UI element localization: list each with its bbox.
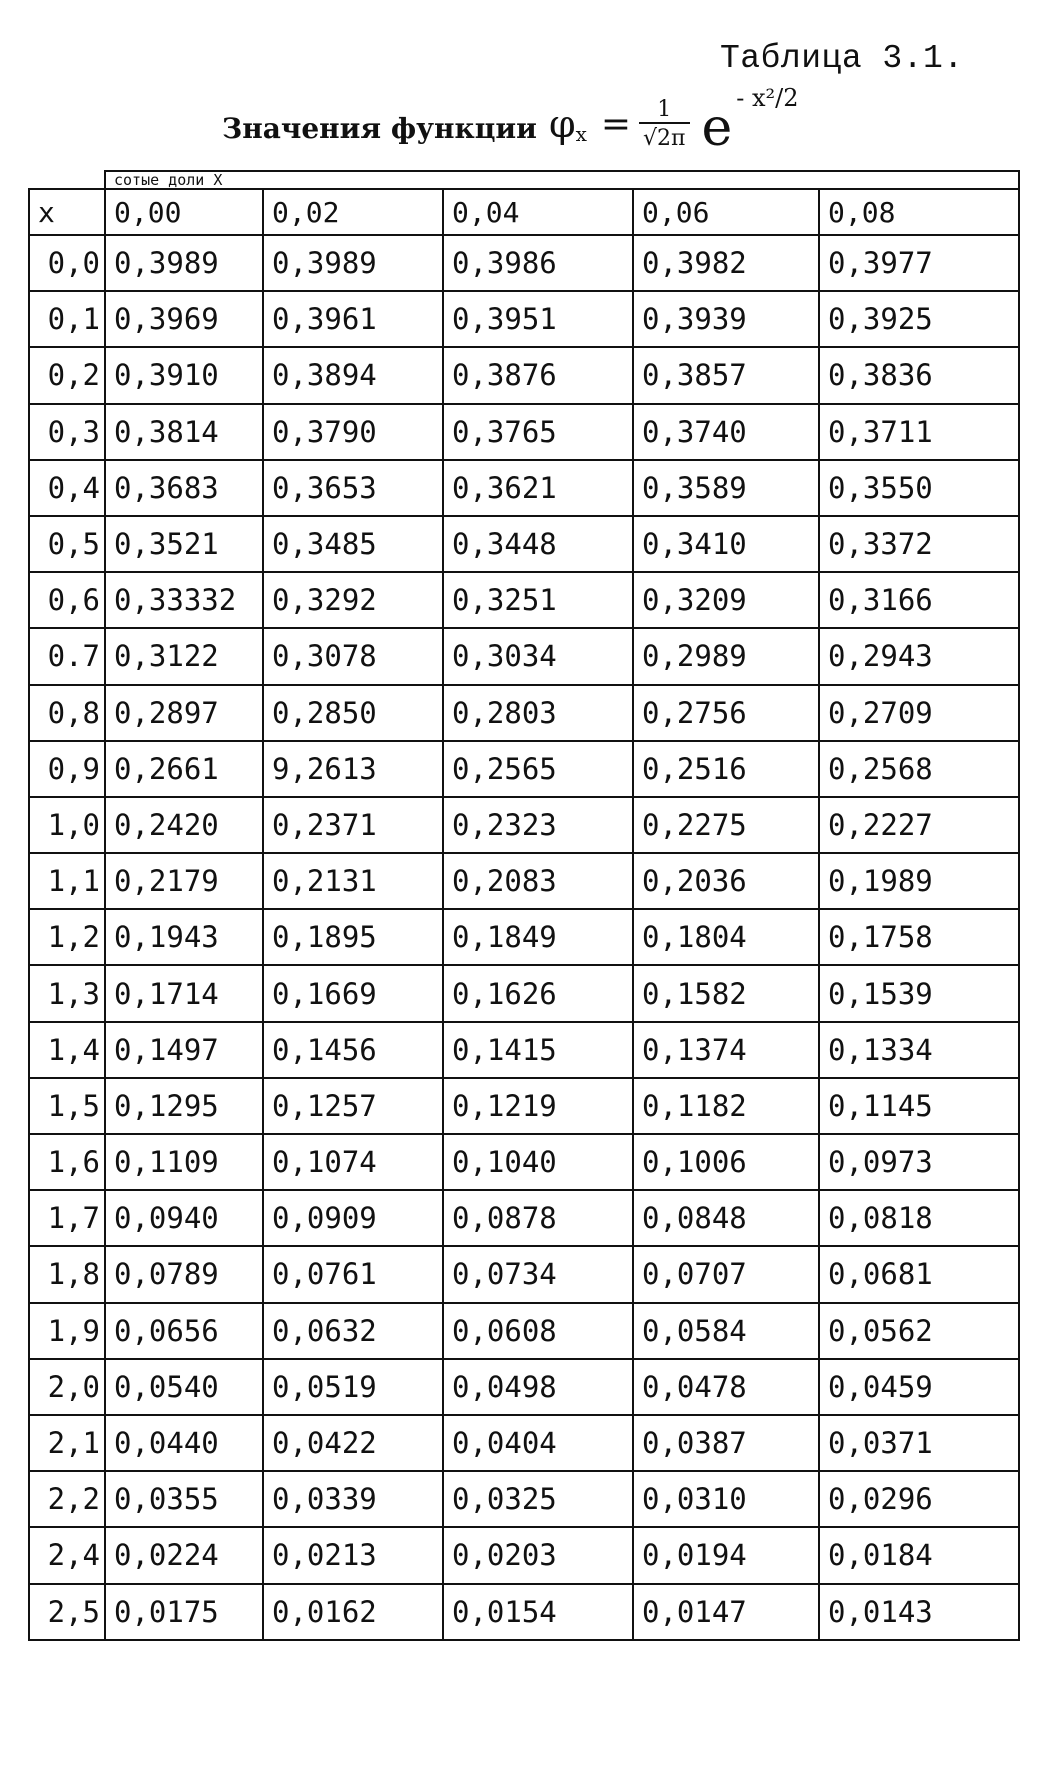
hundredths-label: сотые доли X <box>105 171 1019 189</box>
table-cell: 0,3078 <box>263 628 443 684</box>
table-row <box>29 1134 1019 1190</box>
table-cell: 0,3251 <box>443 572 633 628</box>
table-cell: 0,3292 <box>263 572 443 628</box>
table-cell: 0,1295 <box>105 1078 263 1134</box>
phi-values-table <box>28 170 1020 1641</box>
table-cell: 0,3485 <box>263 516 443 572</box>
formula-phi: φ <box>548 102 576 146</box>
row-x-value: 2,2 <box>29 1471 105 1527</box>
table-cell: 0,3989 <box>105 235 263 291</box>
table-cell: 0,1182 <box>633 1078 819 1134</box>
table-cell: 0,1334 <box>819 1022 1019 1078</box>
table-number-label: Таблица 3.1. <box>720 40 964 77</box>
row-x-value: 0,8 <box>29 685 105 741</box>
table-cell: 0,0562 <box>819 1303 1019 1359</box>
table-cell: 0,0478 <box>633 1359 819 1415</box>
hundredths-row <box>29 171 1019 189</box>
table-cell: 0,3814 <box>105 404 263 460</box>
table-cell: 0,33332 <box>105 572 263 628</box>
table-cell: 0,0909 <box>263 1190 443 1246</box>
table-row <box>29 741 1019 797</box>
table-cell: 0,3209 <box>633 572 819 628</box>
table-cell: 0,2850 <box>263 685 443 741</box>
table-row <box>29 235 1019 291</box>
table-cell: 0,1989 <box>819 853 1019 909</box>
row-x-value: 1,6 <box>29 1134 105 1190</box>
table-cell: 0,1219 <box>443 1078 633 1134</box>
table-cell: 0,0818 <box>819 1190 1019 1246</box>
table-cell: 0,1714 <box>105 965 263 1021</box>
table-row <box>29 685 1019 741</box>
formula-denominator: √2π <box>639 122 689 151</box>
table-cell: 0,3857 <box>633 347 819 403</box>
row-x-value: 2,5 <box>29 1584 105 1640</box>
table-cell: 9,2613 <box>263 741 443 797</box>
table-cell: 0,0147 <box>633 1584 819 1640</box>
table-cell: 0,3989 <box>263 235 443 291</box>
table-cell: 0,3448 <box>443 516 633 572</box>
table-cell: 0,2661 <box>105 741 263 797</box>
table-cell: 0,1582 <box>633 965 819 1021</box>
table-caption <box>222 84 799 164</box>
table-row <box>29 1584 1019 1640</box>
formula-numerator: 1 <box>657 97 672 122</box>
table-cell: 0,0459 <box>819 1359 1019 1415</box>
table-cell: 0,3765 <box>443 404 633 460</box>
table-row <box>29 1303 1019 1359</box>
row-x-value: 2,0 <box>29 1359 105 1415</box>
table-row <box>29 572 1019 628</box>
table-cell: 0,0154 <box>443 1584 633 1640</box>
table-cell: 0,2897 <box>105 685 263 741</box>
table-cell: 0,3410 <box>633 516 819 572</box>
table-cell: 0,1497 <box>105 1022 263 1078</box>
table-cell: 0,3740 <box>633 404 819 460</box>
table-cell: 0,1074 <box>263 1134 443 1190</box>
table-cell: 0,2371 <box>263 797 443 853</box>
table-row <box>29 1078 1019 1134</box>
row-x-value: 2,1 <box>29 1415 105 1471</box>
table-cell: 0,0973 <box>819 1134 1019 1190</box>
table-cell: 0,3969 <box>105 291 263 347</box>
table-cell: 0,0184 <box>819 1527 1019 1583</box>
table-cell: 0,1943 <box>105 909 263 965</box>
table-row <box>29 965 1019 1021</box>
row-x-value: 0,2 <box>29 347 105 403</box>
table-row <box>29 1471 1019 1527</box>
table-cell: 0,1006 <box>633 1134 819 1190</box>
table-cell: 0,3939 <box>633 291 819 347</box>
table-cell: 0,3683 <box>105 460 263 516</box>
table-row <box>29 460 1019 516</box>
hundredths-spacer <box>29 171 105 189</box>
table-cell: 0,2131 <box>263 853 443 909</box>
table-cell: 0,3711 <box>819 404 1019 460</box>
row-x-value: 1,9 <box>29 1303 105 1359</box>
table-cell: 0,2709 <box>819 685 1019 741</box>
row-x-value: 1,8 <box>29 1246 105 1302</box>
row-x-value: 0,4 <box>29 460 105 516</box>
formula-fraction <box>639 97 689 151</box>
table-cell: 0,3372 <box>819 516 1019 572</box>
row-x-value: 1,3 <box>29 965 105 1021</box>
table-cell: 0,2323 <box>443 797 633 853</box>
row-x-value: 0,5 <box>29 516 105 572</box>
table-cell: 0,0387 <box>633 1415 819 1471</box>
table-row <box>29 1359 1019 1415</box>
table-cell: 0,3894 <box>263 347 443 403</box>
column-header-row <box>29 189 1019 235</box>
table-cell: 0,3166 <box>819 572 1019 628</box>
table-row <box>29 797 1019 853</box>
formula-equals: = <box>600 103 632 145</box>
table-cell: 0,2516 <box>633 741 819 797</box>
table-cell: 0,0608 <box>443 1303 633 1359</box>
table-cell: 0,0224 <box>105 1527 263 1583</box>
table-row <box>29 1190 1019 1246</box>
row-x-value: 0,6 <box>29 572 105 628</box>
x-column-header: x <box>29 189 105 235</box>
table-cell: 0,3982 <box>633 235 819 291</box>
table-cell: 0,1145 <box>819 1078 1019 1134</box>
table-row <box>29 1527 1019 1583</box>
table-cell: 0,2943 <box>819 628 1019 684</box>
table-cell: 0,0498 <box>443 1359 633 1415</box>
table-cell: 0,0310 <box>633 1471 819 1527</box>
formula-subscript: x <box>575 122 587 146</box>
table-cell: 0,2275 <box>633 797 819 853</box>
table-cell: 0,2083 <box>443 853 633 909</box>
table-cell: 0,3589 <box>633 460 819 516</box>
table-cell: 0,0213 <box>263 1527 443 1583</box>
column-header: 0,08 <box>819 189 1019 235</box>
table-cell: 0,0325 <box>443 1471 633 1527</box>
table-cell: 0,1895 <box>263 909 443 965</box>
table-cell: 0,0355 <box>105 1471 263 1527</box>
table-cell: 0,3521 <box>105 516 263 572</box>
table-cell: 0,2179 <box>105 853 263 909</box>
table-cell: 0,2568 <box>819 741 1019 797</box>
table-cell: 0,1415 <box>443 1022 633 1078</box>
row-x-value: 1,2 <box>29 909 105 965</box>
table-row <box>29 628 1019 684</box>
table-row <box>29 1022 1019 1078</box>
row-x-value: 2,4 <box>29 1527 105 1583</box>
table-cell: 0,2565 <box>443 741 633 797</box>
table-cell: 0,1849 <box>443 909 633 965</box>
table-cell: 0,3977 <box>819 235 1019 291</box>
table-cell: 0,1669 <box>263 965 443 1021</box>
table-cell: 0,2989 <box>633 628 819 684</box>
table-cell: 0,0143 <box>819 1584 1019 1640</box>
table-row <box>29 909 1019 965</box>
table-row <box>29 404 1019 460</box>
row-x-value: 1,4 <box>29 1022 105 1078</box>
table-cell: 0,2420 <box>105 797 263 853</box>
table-row <box>29 1415 1019 1471</box>
table-cell: 0,0194 <box>633 1527 819 1583</box>
table-cell: 0,3836 <box>819 347 1019 403</box>
table-cell: 0,0440 <box>105 1415 263 1471</box>
table-cell: 0,0632 <box>263 1303 443 1359</box>
table-cell: 0,0734 <box>443 1246 633 1302</box>
table-cell: 0,3790 <box>263 404 443 460</box>
row-x-value: 1,0 <box>29 797 105 853</box>
table-row <box>29 853 1019 909</box>
table-cell: 0,3961 <box>263 291 443 347</box>
table-row <box>29 516 1019 572</box>
table-cell: 0,0940 <box>105 1190 263 1246</box>
row-x-value: 0.7 <box>29 628 105 684</box>
table-cell: 0,0656 <box>105 1303 263 1359</box>
column-header: 0,04 <box>443 189 633 235</box>
row-x-value: 0,1 <box>29 291 105 347</box>
row-x-value: 1,5 <box>29 1078 105 1134</box>
table-cell: 0,1109 <box>105 1134 263 1190</box>
table-cell: 0,2803 <box>443 685 633 741</box>
table-cell: 0,3925 <box>819 291 1019 347</box>
row-x-value: 1,1 <box>29 853 105 909</box>
column-header: 0,06 <box>633 189 819 235</box>
table-cell: 0,1374 <box>633 1022 819 1078</box>
row-x-value: 0,0 <box>29 235 105 291</box>
table-cell: 0,0296 <box>819 1471 1019 1527</box>
row-x-value: 0,3 <box>29 404 105 460</box>
table-cell: 0,0371 <box>819 1415 1019 1471</box>
table-cell: 0,3951 <box>443 291 633 347</box>
row-x-value: 1,7 <box>29 1190 105 1246</box>
table-cell: 0,0203 <box>443 1527 633 1583</box>
table-cell: 0,3876 <box>443 347 633 403</box>
table-cell: 0,1804 <box>633 909 819 965</box>
table-cell: 0,0422 <box>263 1415 443 1471</box>
table-cell: 0,0761 <box>263 1246 443 1302</box>
table-cell: 0,0878 <box>443 1190 633 1246</box>
table-row <box>29 347 1019 403</box>
table-cell: 0,0848 <box>633 1190 819 1246</box>
table-cell: 0,3621 <box>443 460 633 516</box>
row-x-value: 0,9 <box>29 741 105 797</box>
table-cell: 0,0175 <box>105 1584 263 1640</box>
table-cell: 0,1626 <box>443 965 633 1021</box>
table-cell: 0,0584 <box>633 1303 819 1359</box>
table-cell: 0,0789 <box>105 1246 263 1302</box>
caption-text: Значения функции <box>222 111 537 145</box>
table-cell: 0,1456 <box>263 1022 443 1078</box>
table-row <box>29 291 1019 347</box>
table-cell: 0,3910 <box>105 347 263 403</box>
table-cell: 0,2756 <box>633 685 819 741</box>
table-cell: 0,2036 <box>633 853 819 909</box>
table-cell: 0,3653 <box>263 460 443 516</box>
table-cell: 0,3986 <box>443 235 633 291</box>
density-formula <box>548 84 799 158</box>
table-cell: 0,0404 <box>443 1415 633 1471</box>
table-cell: 0,0339 <box>263 1471 443 1527</box>
table-cell: 0,3034 <box>443 628 633 684</box>
table-row <box>29 1246 1019 1302</box>
table-cell: 0,0519 <box>263 1359 443 1415</box>
table-cell: 0,3122 <box>105 628 263 684</box>
table-cell: 0,1539 <box>819 965 1019 1021</box>
table-cell: 0,1758 <box>819 909 1019 965</box>
table-cell: 0,0162 <box>263 1584 443 1640</box>
formula-exp-base: e <box>701 98 733 158</box>
table-cell: 0,3550 <box>819 460 1019 516</box>
column-header: 0,00 <box>105 189 263 235</box>
table-cell: 0,0707 <box>633 1246 819 1302</box>
table-cell: 0,0681 <box>819 1246 1019 1302</box>
table-cell: 0,0540 <box>105 1359 263 1415</box>
column-header: 0,02 <box>263 189 443 235</box>
formula-exponent: - x²/2 <box>736 84 799 112</box>
table-cell: 0,1040 <box>443 1134 633 1190</box>
table-cell: 0,2227 <box>819 797 1019 853</box>
table-cell: 0,1257 <box>263 1078 443 1134</box>
